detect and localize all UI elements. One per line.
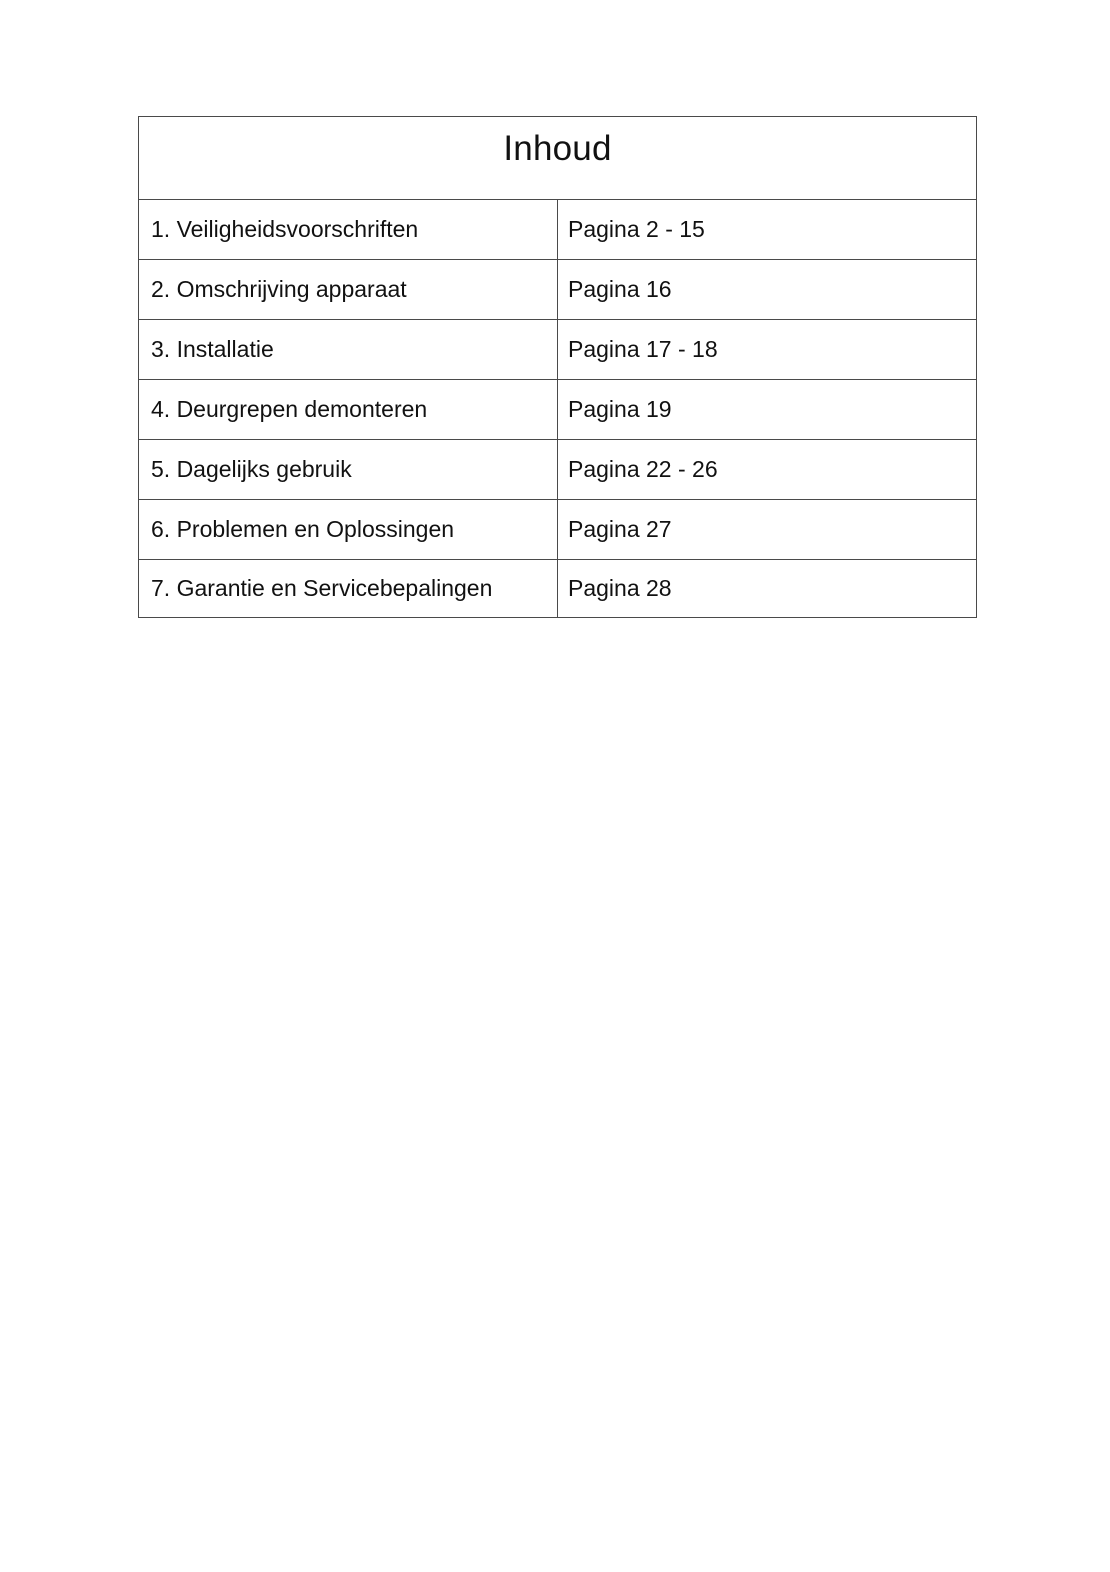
toc-entry-pages: Pagina 16 [558,260,977,320]
toc-row [139,380,977,440]
toc-entry-pages: Pagina 22 - 26 [558,440,977,500]
table-of-contents [138,116,977,618]
toc-entry-pages: Pagina 17 - 18 [558,320,977,380]
toc-entry-label: 3. Installatie [139,320,558,380]
toc-entry-label: 4. Deurgrepen demonteren [139,380,558,440]
toc-row [139,200,977,260]
toc-entry-pages: Pagina 28 [558,560,977,618]
toc-entry-pages: Pagina 2 - 15 [558,200,977,260]
toc-row [139,560,977,618]
toc-row [139,260,977,320]
toc-entry-pages: Pagina 19 [558,380,977,440]
toc-entry-label: 7. Garantie en Servicebepalingen [139,560,558,618]
toc-header-row [139,117,977,200]
toc-row [139,500,977,560]
toc-row [139,440,977,500]
toc-entry-pages: Pagina 27 [558,500,977,560]
toc-entry-label: 1. Veiligheidsvoorschriften [139,200,558,260]
toc-entry-label: 5. Dagelijks gebruik [139,440,558,500]
toc-title-cell [139,117,977,200]
toc-entry-label: 6. Problemen en Oplossingen [139,500,558,560]
toc-title: Inhoud [503,129,612,168]
toc-entry-label: 2. Omschrijving apparaat [139,260,558,320]
toc-row [139,320,977,380]
